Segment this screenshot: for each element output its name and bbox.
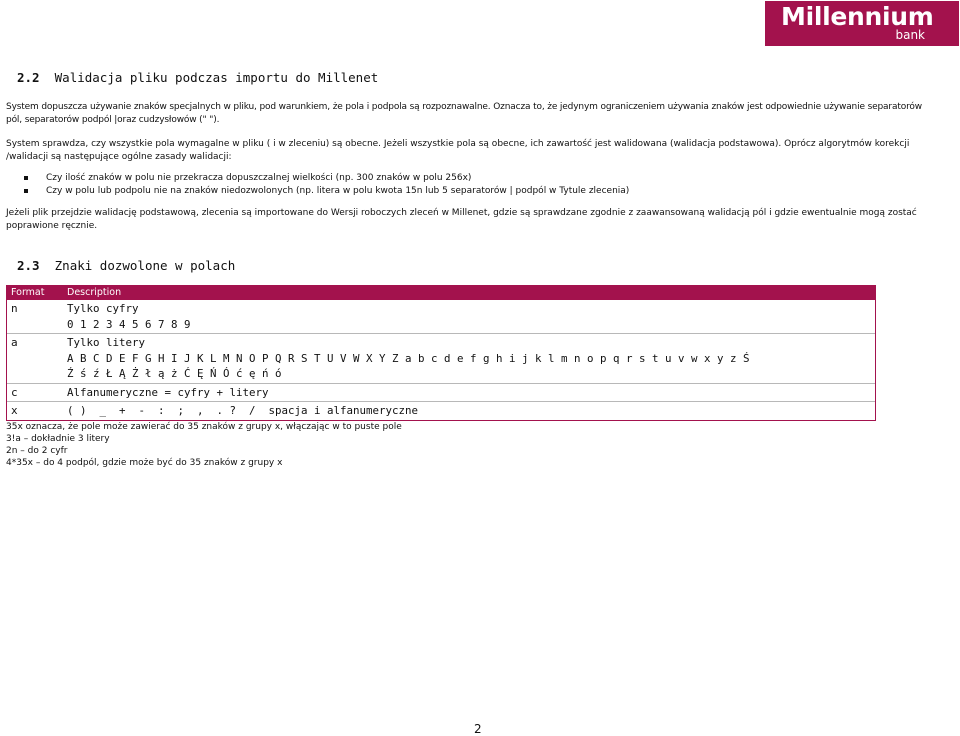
- list-item-text: Czy w polu lub podpolu nie na znaków niedozwolonych (np. litera w polu kwota 15n lub 5 separatorów | podpól w Tytule zlecenia): [46, 186, 630, 196]
- millennium-bank-logo: [765, 1, 959, 46]
- section-heading-2-3: [17, 258, 235, 273]
- paragraph-import: Jeżeli plik przejdzie walidację podstawową, zlecenia są importowane do Wersji roboczych zleceń w Millenet, gdzie są sprawdzane zgodnie z zaawansowaną walidacją pól i gdzie ewentualnie mogą zostać poprawione ręcznie.: [6, 208, 917, 231]
- description-line: Tylko cyfry: [67, 302, 139, 315]
- header-format: Format: [11, 287, 45, 298]
- cell-description: [67, 402, 418, 420]
- description-line: ( ) _ + - : ; , . ? / spacja i alfanumeryczne: [67, 404, 419, 417]
- cell-format: x: [11, 404, 18, 417]
- description-line: 0 1 2 3 4 5 6 7 8 9: [67, 317, 191, 331]
- cell-format: n: [11, 302, 18, 315]
- page-number: 2: [474, 722, 482, 736]
- cell-format: a: [11, 336, 18, 349]
- list-item: [6, 172, 936, 185]
- header-description: Description: [67, 287, 122, 298]
- cell-description: [67, 334, 750, 383]
- section-number: 2.3: [17, 258, 40, 273]
- cell-format: c: [11, 385, 18, 399]
- section-heading-2-2: [17, 70, 378, 85]
- validation-rules-list: [6, 172, 936, 198]
- table-row: [7, 300, 875, 333]
- logo-name: Millennium: [781, 2, 934, 31]
- cell-description: [67, 384, 269, 402]
- description-line: Ź ś ź Ł Ą Ż ł ą ż Ć Ę Ń Ó ć ę ń ó: [67, 367, 282, 380]
- allowed-characters-table: [6, 285, 876, 421]
- list-item-text: Czy ilość znaków w polu nie przekracza dopuszczalnej wielkości (np. 300 znaków w polu 256x): [46, 173, 472, 183]
- note-line: 3!a – dokładnie 3 litery: [6, 434, 110, 444]
- bullet-icon: [24, 176, 28, 180]
- description-line: Tylko litery: [67, 336, 146, 349]
- paragraph-required-fields: System sprawdza, czy wszystkie pola wymagalne w pliku ( i w zleceniu) są obecne. Jeżeli wszystkie pola są obecne, ich zawartość jest walidowana (walidacja podstawowa). Oprócz algorytmów korekcji /walidacji są następujące ogólne zasady walidacji:: [6, 139, 910, 162]
- list-item: [6, 185, 936, 198]
- note-line: 2n – do 2 cyfr: [6, 446, 68, 456]
- table-row: [7, 401, 875, 420]
- note-line: 35x oznacza, że pole może zawierać do 35 znaków z grupy x, włączając w to puste pole: [6, 422, 402, 432]
- description-line: A B C D E F G H I J K L M N O P Q R S T U V W X Y Z a b c d e f g h i j k l m n o p q r s t u v w x y z Ś: [67, 351, 750, 365]
- table-row: [7, 333, 875, 383]
- table-row: [7, 383, 875, 402]
- table-header: [7, 286, 875, 300]
- format-notes: [6, 421, 402, 469]
- section-number: 2.2: [17, 70, 40, 85]
- cell-description: [67, 300, 191, 333]
- note-line: 4*35x – do 4 podpól, gdzie może być do 35 znaków z grupy x: [6, 458, 283, 468]
- section-title: Walidacja pliku podczas importu do Millenet: [54, 70, 379, 85]
- logo-sub: bank: [895, 28, 925, 42]
- description-line: Alfanumeryczne = cyfry + litery: [67, 385, 269, 399]
- paragraph-special-chars: System dopuszcza używanie znaków specjalnych w pliku, pod warunkiem, że pola i podpola są rozpoznawalne. Oznacza to, że jedynym ograniczeniem używania znaków jest odpowiednie używanie separatorów pól, separatorów podpól |oraz cudzysłowów (" ").: [6, 102, 922, 125]
- section-title: Znaki dozwolone w polach: [54, 258, 236, 273]
- bullet-icon: [24, 189, 28, 193]
